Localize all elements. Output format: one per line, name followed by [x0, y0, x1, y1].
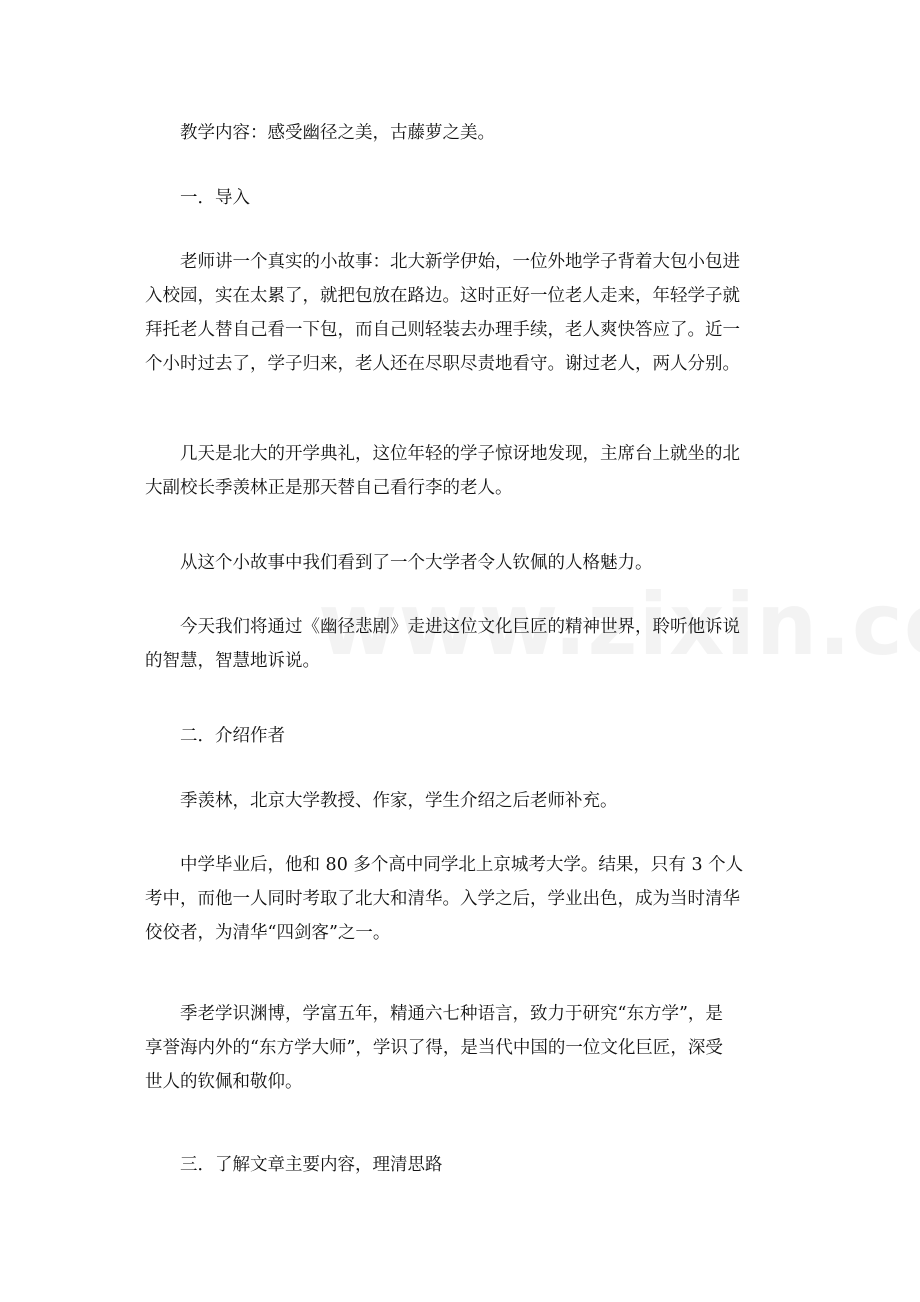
- paragraph-line: 老师讲一个真实的小故事：北大新学伊始，一位外地学子背着大包小包进: [180, 252, 740, 272]
- paragraph-line: 世人的钦佩和敬仰。: [145, 1072, 303, 1092]
- author-paragraph: [145, 848, 785, 950]
- paragraph-line: 三．了解文章主要内容，理清思路: [180, 1155, 443, 1175]
- paragraph-line: 从这个小故事中我们看到了一个大学者令人钦佩的人格魅力。: [180, 553, 653, 573]
- paragraph-line: 二．介绍作者: [180, 726, 285, 746]
- paragraph-line: 一．导入: [180, 188, 250, 208]
- transition-paragraph: [145, 610, 785, 678]
- paragraph-line: 个小时过去了，学子归来，老人还在尽职尽责地看守。谢过老人，两人分别。: [145, 354, 740, 374]
- paragraph-line: 佼佼者，为清华“四剑客”之一。: [145, 923, 391, 943]
- story-paragraph: [145, 437, 785, 505]
- author-paragraph: [145, 784, 785, 818]
- paragraph-line: 季羡林，北京大学教授、作家，学生介绍之后老师补充。: [180, 791, 618, 811]
- paragraph-line: 的智慧，智慧地诉说。: [145, 651, 320, 671]
- section-heading-introduction: [145, 181, 785, 215]
- section-heading-author: [145, 719, 785, 753]
- paragraph-line: 中学毕业后，他和 80 多个高中同学北上京城考大学。结果，只有 3 个人: [180, 855, 744, 875]
- section-heading-content: [145, 1148, 785, 1182]
- paragraph-line: 入校园，实在太累了，就把包放在路边。这时正好一位老人走来，年轻学子就: [145, 286, 740, 306]
- paragraph-line: 几天是北大的开学典礼，这位年轻的学子惊讶地发现，主席台上就坐的北: [180, 444, 740, 464]
- teaching-content-paragraph: [145, 116, 785, 150]
- story-paragraph: [145, 546, 785, 580]
- paragraph-line: 考中，而他一人同时考取了北大和清华。入学之后，学业出色，成为当时清华: [145, 889, 740, 909]
- paragraph-line: 大副校长季羡林正是那天替自己看行李的老人。: [145, 478, 513, 498]
- story-paragraph: [145, 245, 785, 381]
- paragraph-line: 享誉海内外的“东方学大师”，学识了得，是当代中国的一位文化巨匠，深受: [145, 1038, 723, 1058]
- author-paragraph: [145, 997, 785, 1099]
- paragraph-line: 季老学识渊博，学富五年，精通六七种语言，致力于研究“东方学”，是: [180, 1004, 723, 1024]
- paragraph-line: 教学内容：感受幽径之美，古藤萝之美。: [180, 123, 495, 143]
- paragraph-line: 拜托老人替自己看一下包，而自己则轻装去办理手续，老人爽快答应了。近一: [145, 320, 740, 340]
- paragraph-line: 今天我们将通过《幽径悲剧》走进这位文化巨匠的精神世界，聆听他诉说: [180, 617, 740, 637]
